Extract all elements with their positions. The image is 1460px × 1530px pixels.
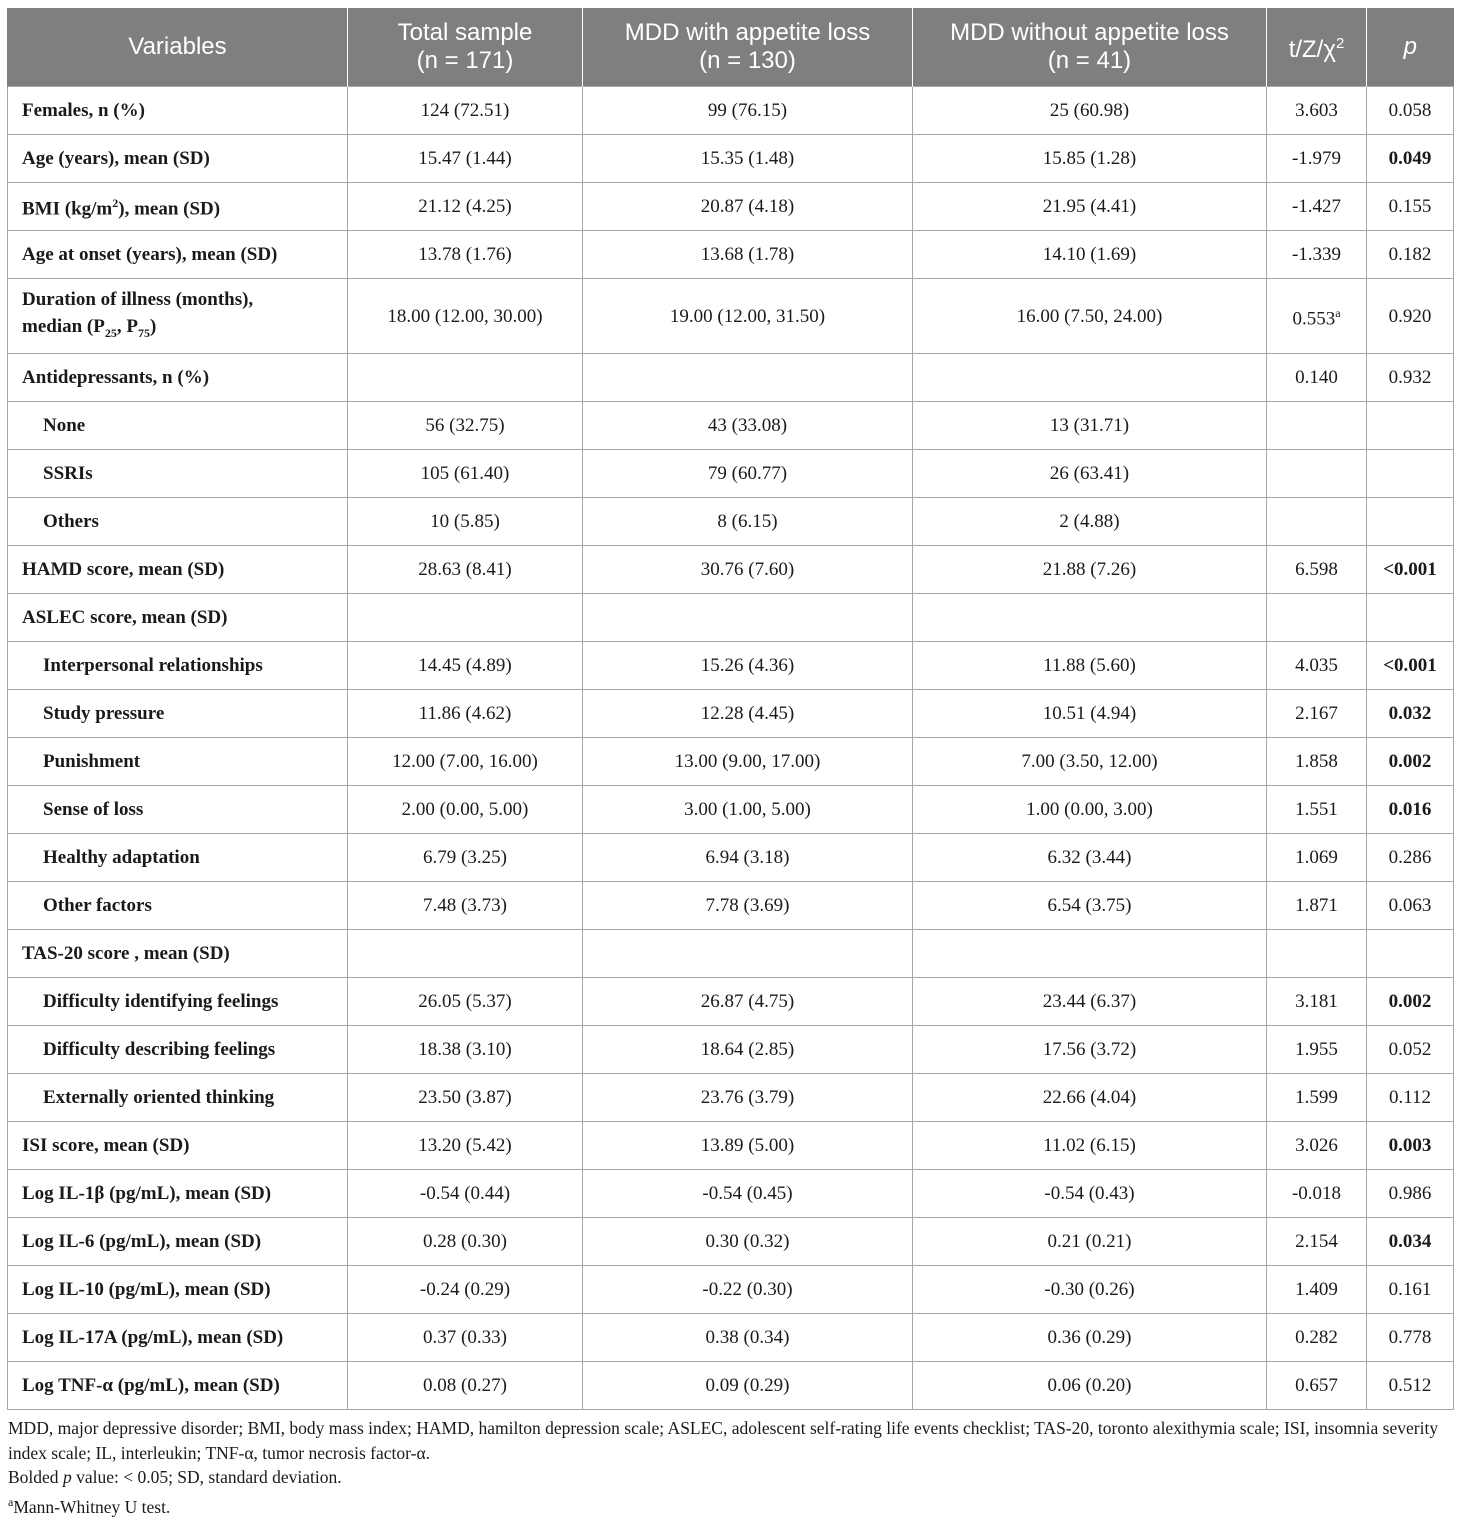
cell-total-sample: 7.48 (3.73) — [348, 882, 583, 930]
row-label: Duration of illness (months), median ($P_{25}$, $P_{75}$) — [8, 279, 348, 354]
cell-total-sample — [348, 930, 583, 978]
row-label: BMI $(kg/m^2)$, mean (SD) — [8, 183, 348, 231]
row-label: HAMD score, mean (SD) — [8, 546, 348, 594]
cell-with-appetite-loss: 13.00 (9.00, 17.00) — [583, 738, 913, 786]
cell-p-value: 0.058 — [1367, 87, 1454, 135]
table-row — [8, 183, 1454, 231]
table-row — [8, 1074, 1454, 1122]
cell-with-appetite-loss: 19.00 (12.00, 31.50) — [583, 279, 913, 354]
table-row — [8, 834, 1454, 882]
footnote-mann-whitney: $^a$Mann-Whitney U test. — [8, 1494, 171, 1517]
cell-without-appetite-loss — [913, 354, 1267, 402]
cell-p-value: 0.986 — [1367, 1170, 1454, 1218]
cell-p-value: 0.032 — [1367, 690, 1454, 738]
header-row — [8, 8, 1454, 87]
header-variables: Variables — [8, 8, 348, 87]
cell-without-appetite-loss: 11.88 (5.60) — [913, 642, 1267, 690]
table-footnotes — [7, 1416, 1453, 1519]
cell-test-statistic: -1.427 — [1267, 183, 1367, 231]
cell-total-sample: 0.37 (0.33) — [348, 1314, 583, 1362]
cell-with-appetite-loss: 7.78 (3.69) — [583, 882, 913, 930]
cell-p-value: 0.052 — [1367, 1026, 1454, 1074]
cell-test-statistic: 1.871 — [1267, 882, 1367, 930]
row-label: Age (years), mean (SD) — [8, 135, 348, 183]
cell-with-appetite-loss: 79 (60.77) — [583, 450, 913, 498]
cell-total-sample: 28.63 (8.41) — [348, 546, 583, 594]
row-label: Females, n (%) — [8, 87, 348, 135]
cell-p-value: 0.155 — [1367, 183, 1454, 231]
cell-with-appetite-loss: 30.76 (7.60) — [583, 546, 913, 594]
cell-total-sample: 11.86 (4.62) — [348, 690, 583, 738]
cell-total-sample: 0.08 (0.27) — [348, 1362, 583, 1410]
cell-test-statistic: 2.167 — [1267, 690, 1367, 738]
cell-total-sample: 26.05 (5.37) — [348, 978, 583, 1026]
cell-with-appetite-loss — [583, 594, 913, 642]
cell-p-value — [1367, 402, 1454, 450]
row-label: Antidepressants, n (%) — [8, 354, 348, 402]
footnote-bold-p: Bolded p value: < 0.05; SD, standard deviation. — [8, 1467, 342, 1487]
row-label: Externally oriented thinking — [8, 1074, 348, 1122]
row-label: Others — [8, 498, 348, 546]
cell-p-value: 0.016 — [1367, 786, 1454, 834]
cell-without-appetite-loss: 1.00 (0.00, 3.00) — [913, 786, 1267, 834]
row-label: Log IL-6 (pg/mL), mean (SD) — [8, 1218, 348, 1266]
cell-total-sample: 13.78 (1.76) — [348, 231, 583, 279]
row-label: Punishment — [8, 738, 348, 786]
table-row — [8, 978, 1454, 1026]
cell-test-statistic: 2.154 — [1267, 1218, 1367, 1266]
cell-p-value: 0.003 — [1367, 1122, 1454, 1170]
table-row — [8, 1026, 1454, 1074]
cell-total-sample: -0.54 (0.44) — [348, 1170, 583, 1218]
cell-test-statistic: -1.339 — [1267, 231, 1367, 279]
table-row — [8, 738, 1454, 786]
cell-with-appetite-loss: -0.22 (0.30) — [583, 1266, 913, 1314]
table-row — [8, 402, 1454, 450]
cell-test-statistic: 1.599 — [1267, 1074, 1367, 1122]
table-row — [8, 1218, 1454, 1266]
cell-without-appetite-loss: 7.00 (3.50, 12.00) — [913, 738, 1267, 786]
cell-with-appetite-loss: 12.28 (4.45) — [583, 690, 913, 738]
row-label: Age at onset (years), mean (SD) — [8, 231, 348, 279]
row-label: Log IL-17A (pg/mL), mean (SD) — [8, 1314, 348, 1362]
cell-without-appetite-loss: 0.36 (0.29) — [913, 1314, 1267, 1362]
cell-with-appetite-loss: 3.00 (1.00, 5.00) — [583, 786, 913, 834]
row-label: ISI score, mean (SD) — [8, 1122, 348, 1170]
cell-without-appetite-loss: 6.54 (3.75) — [913, 882, 1267, 930]
cell-with-appetite-loss: 26.87 (4.75) — [583, 978, 913, 1026]
cell-p-value: <0.001 — [1367, 642, 1454, 690]
cell-with-appetite-loss: 43 (33.08) — [583, 402, 913, 450]
cell-total-sample: 0.28 (0.30) — [348, 1218, 583, 1266]
row-label: SSRIs — [8, 450, 348, 498]
row-label: Difficulty identifying feelings — [8, 978, 348, 1026]
header-with-appetite-loss: MDD with appetite loss (n = 130) — [583, 8, 913, 87]
cell-without-appetite-loss: 0.21 (0.21) — [913, 1218, 1267, 1266]
cell-p-value: 0.002 — [1367, 738, 1454, 786]
cell-test-statistic: 1.955 — [1267, 1026, 1367, 1074]
row-label: Difficulty describing feelings — [8, 1026, 348, 1074]
cell-with-appetite-loss: 13.68 (1.78) — [583, 231, 913, 279]
cell-without-appetite-loss: 0.06 (0.20) — [913, 1362, 1267, 1410]
cell-total-sample: 18.00 (12.00, 30.00) — [348, 279, 583, 354]
cell-p-value: 0.920 — [1367, 279, 1454, 354]
table-row — [8, 546, 1454, 594]
cell-without-appetite-loss: 14.10 (1.69) — [913, 231, 1267, 279]
cell-test-statistic: 6.598 — [1267, 546, 1367, 594]
cell-test-statistic — [1267, 402, 1367, 450]
cell-p-value — [1367, 498, 1454, 546]
cell-with-appetite-loss: 8 (6.15) — [583, 498, 913, 546]
cell-test-statistic — [1267, 930, 1367, 978]
cell-without-appetite-loss: -0.54 (0.43) — [913, 1170, 1267, 1218]
cell-total-sample: 21.12 (4.25) — [348, 183, 583, 231]
table-row — [8, 594, 1454, 642]
cell-without-appetite-loss: 16.00 (7.50, 24.00) — [913, 279, 1267, 354]
cell-p-value: 0.182 — [1367, 231, 1454, 279]
cell-total-sample: -0.24 (0.29) — [348, 1266, 583, 1314]
table-row — [8, 279, 1454, 354]
cell-with-appetite-loss: 18.64 (2.85) — [583, 1026, 913, 1074]
characteristics-table — [7, 8, 1454, 1410]
cell-test-statistic: 3.026 — [1267, 1122, 1367, 1170]
cell-p-value: 0.112 — [1367, 1074, 1454, 1122]
cell-without-appetite-loss: 2 (4.88) — [913, 498, 1267, 546]
cell-without-appetite-loss: 21.88 (7.26) — [913, 546, 1267, 594]
row-label: None — [8, 402, 348, 450]
table-row — [8, 135, 1454, 183]
cell-total-sample: 2.00 (0.00, 5.00) — [348, 786, 583, 834]
cell-test-statistic — [1267, 450, 1367, 498]
cell-without-appetite-loss: 15.85 (1.28) — [913, 135, 1267, 183]
cell-with-appetite-loss: -0.54 (0.45) — [583, 1170, 913, 1218]
cell-p-value: 0.932 — [1367, 354, 1454, 402]
table-row — [8, 87, 1454, 135]
cell-with-appetite-loss: 15.26 (4.36) — [583, 642, 913, 690]
cell-without-appetite-loss: 11.02 (6.15) — [913, 1122, 1267, 1170]
cell-test-statistic: 0.657 — [1267, 1362, 1367, 1410]
table-row — [8, 498, 1454, 546]
cell-total-sample — [348, 354, 583, 402]
cell-with-appetite-loss: 0.38 (0.34) — [583, 1314, 913, 1362]
table-row — [8, 1266, 1454, 1314]
cell-total-sample: 15.47 (1.44) — [348, 135, 583, 183]
cell-total-sample: 10 (5.85) — [348, 498, 583, 546]
row-label: Interpersonal relationships — [8, 642, 348, 690]
cell-without-appetite-loss: 6.32 (3.44) — [913, 834, 1267, 882]
cell-with-appetite-loss: 0.09 (0.29) — [583, 1362, 913, 1410]
cell-p-value: <0.001 — [1367, 546, 1454, 594]
table-row — [8, 354, 1454, 402]
row-label: Log IL-10 (pg/mL), mean (SD) — [8, 1266, 348, 1314]
cell-p-value — [1367, 594, 1454, 642]
row-label: Healthy adaptation — [8, 834, 348, 882]
cell-test-statistic: -1.979 — [1267, 135, 1367, 183]
cell-with-appetite-loss: 20.87 (4.18) — [583, 183, 913, 231]
cell-with-appetite-loss: 0.30 (0.32) — [583, 1218, 913, 1266]
cell-without-appetite-loss: 21.95 (4.41) — [913, 183, 1267, 231]
cell-without-appetite-loss: 26 (63.41) — [913, 450, 1267, 498]
row-label: TAS-20 score , mean (SD) — [8, 930, 348, 978]
table-container — [7, 8, 1453, 1519]
cell-p-value — [1367, 450, 1454, 498]
table-row — [8, 1170, 1454, 1218]
cell-test-statistic — [1267, 594, 1367, 642]
cell-without-appetite-loss — [913, 930, 1267, 978]
cell-total-sample: 105 (61.40) — [348, 450, 583, 498]
cell-without-appetite-loss: 25 (60.98) — [913, 87, 1267, 135]
header-test-statistic: $t/Z/\chi^2$ — [1267, 8, 1367, 87]
table-row — [8, 450, 1454, 498]
cell-p-value: 0.161 — [1367, 1266, 1454, 1314]
table-row — [8, 231, 1454, 279]
header-without-appetite-loss: MDD without appetite loss (n = 41) — [913, 8, 1267, 87]
cell-total-sample: 12.00 (7.00, 16.00) — [348, 738, 583, 786]
cell-p-value: 0.063 — [1367, 882, 1454, 930]
cell-total-sample: 124 (72.51) — [348, 87, 583, 135]
cell-p-value — [1367, 930, 1454, 978]
cell-total-sample: 14.45 (4.89) — [348, 642, 583, 690]
table-row — [8, 786, 1454, 834]
cell-with-appetite-loss — [583, 354, 913, 402]
cell-test-statistic: 1.069 — [1267, 834, 1367, 882]
row-label: Other factors — [8, 882, 348, 930]
row-label: Study pressure — [8, 690, 348, 738]
cell-with-appetite-loss: 6.94 (3.18) — [583, 834, 913, 882]
cell-p-value: 0.512 — [1367, 1362, 1454, 1410]
cell-with-appetite-loss: 99 (76.15) — [583, 87, 913, 135]
table-row — [8, 1362, 1454, 1410]
row-label: Log IL-1β (pg/mL), mean (SD) — [8, 1170, 348, 1218]
cell-test-statistic: -0.018 — [1267, 1170, 1367, 1218]
cell-test-statistic: 1.551 — [1267, 786, 1367, 834]
table-row — [8, 1122, 1454, 1170]
cell-p-value: 0.778 — [1367, 1314, 1454, 1362]
cell-p-value: 0.286 — [1367, 834, 1454, 882]
row-label: Log TNF-α (pg/mL), mean (SD) — [8, 1362, 348, 1410]
table-row — [8, 1314, 1454, 1362]
cell-test-statistic: 0.140 — [1267, 354, 1367, 402]
cell-total-sample: 56 (32.75) — [348, 402, 583, 450]
cell-test-statistic: 3.603 — [1267, 87, 1367, 135]
cell-test-statistic: 4.035 — [1267, 642, 1367, 690]
table-row — [8, 930, 1454, 978]
cell-total-sample: 18.38 (3.10) — [348, 1026, 583, 1074]
cell-without-appetite-loss: 23.44 (6.37) — [913, 978, 1267, 1026]
table-body — [8, 87, 1454, 1410]
cell-with-appetite-loss — [583, 930, 913, 978]
footnote-abbreviations: MDD, major depressive disorder; BMI, body mass index; HAMD, hamilton depression scale; ASLEC, adolescent self-rating life events checklist; TAS-20, toronto alexithymia scale; ISI, insomnia severity index scale; IL, interleukin; TNF-α, tumor necrosis factor-α. — [8, 1418, 1439, 1463]
table-row — [8, 690, 1454, 738]
cell-without-appetite-loss: 17.56 (3.72) — [913, 1026, 1267, 1074]
cell-p-value: 0.049 — [1367, 135, 1454, 183]
cell-test-statistic: 3.181 — [1267, 978, 1367, 1026]
cell-test-statistic — [1267, 498, 1367, 546]
row-label: Sense of loss — [8, 786, 348, 834]
cell-test-statistic: 1.409 — [1267, 1266, 1367, 1314]
cell-total-sample — [348, 594, 583, 642]
cell-with-appetite-loss: 15.35 (1.48) — [583, 135, 913, 183]
cell-with-appetite-loss: 13.89 (5.00) — [583, 1122, 913, 1170]
cell-test-statistic: 0.282 — [1267, 1314, 1367, 1362]
table-row — [8, 642, 1454, 690]
cell-p-value: 0.034 — [1367, 1218, 1454, 1266]
header-p-value: p — [1367, 8, 1454, 87]
cell-p-value: 0.002 — [1367, 978, 1454, 1026]
cell-with-appetite-loss: 23.76 (3.79) — [583, 1074, 913, 1122]
row-label: ASLEC score, mean (SD) — [8, 594, 348, 642]
cell-without-appetite-loss: 22.66 (4.04) — [913, 1074, 1267, 1122]
table-row — [8, 882, 1454, 930]
cell-total-sample: 23.50 (3.87) — [348, 1074, 583, 1122]
cell-without-appetite-loss: -0.30 (0.26) — [913, 1266, 1267, 1314]
cell-test-statistic: 0.553$^a$ — [1267, 279, 1367, 354]
cell-without-appetite-loss: 10.51 (4.94) — [913, 690, 1267, 738]
cell-without-appetite-loss — [913, 594, 1267, 642]
cell-without-appetite-loss: 13 (31.71) — [913, 402, 1267, 450]
cell-total-sample: 6.79 (3.25) — [348, 834, 583, 882]
cell-total-sample: 13.20 (5.42) — [348, 1122, 583, 1170]
cell-test-statistic: 1.858 — [1267, 738, 1367, 786]
header-total-sample: Total sample (n = 171) — [348, 8, 583, 87]
